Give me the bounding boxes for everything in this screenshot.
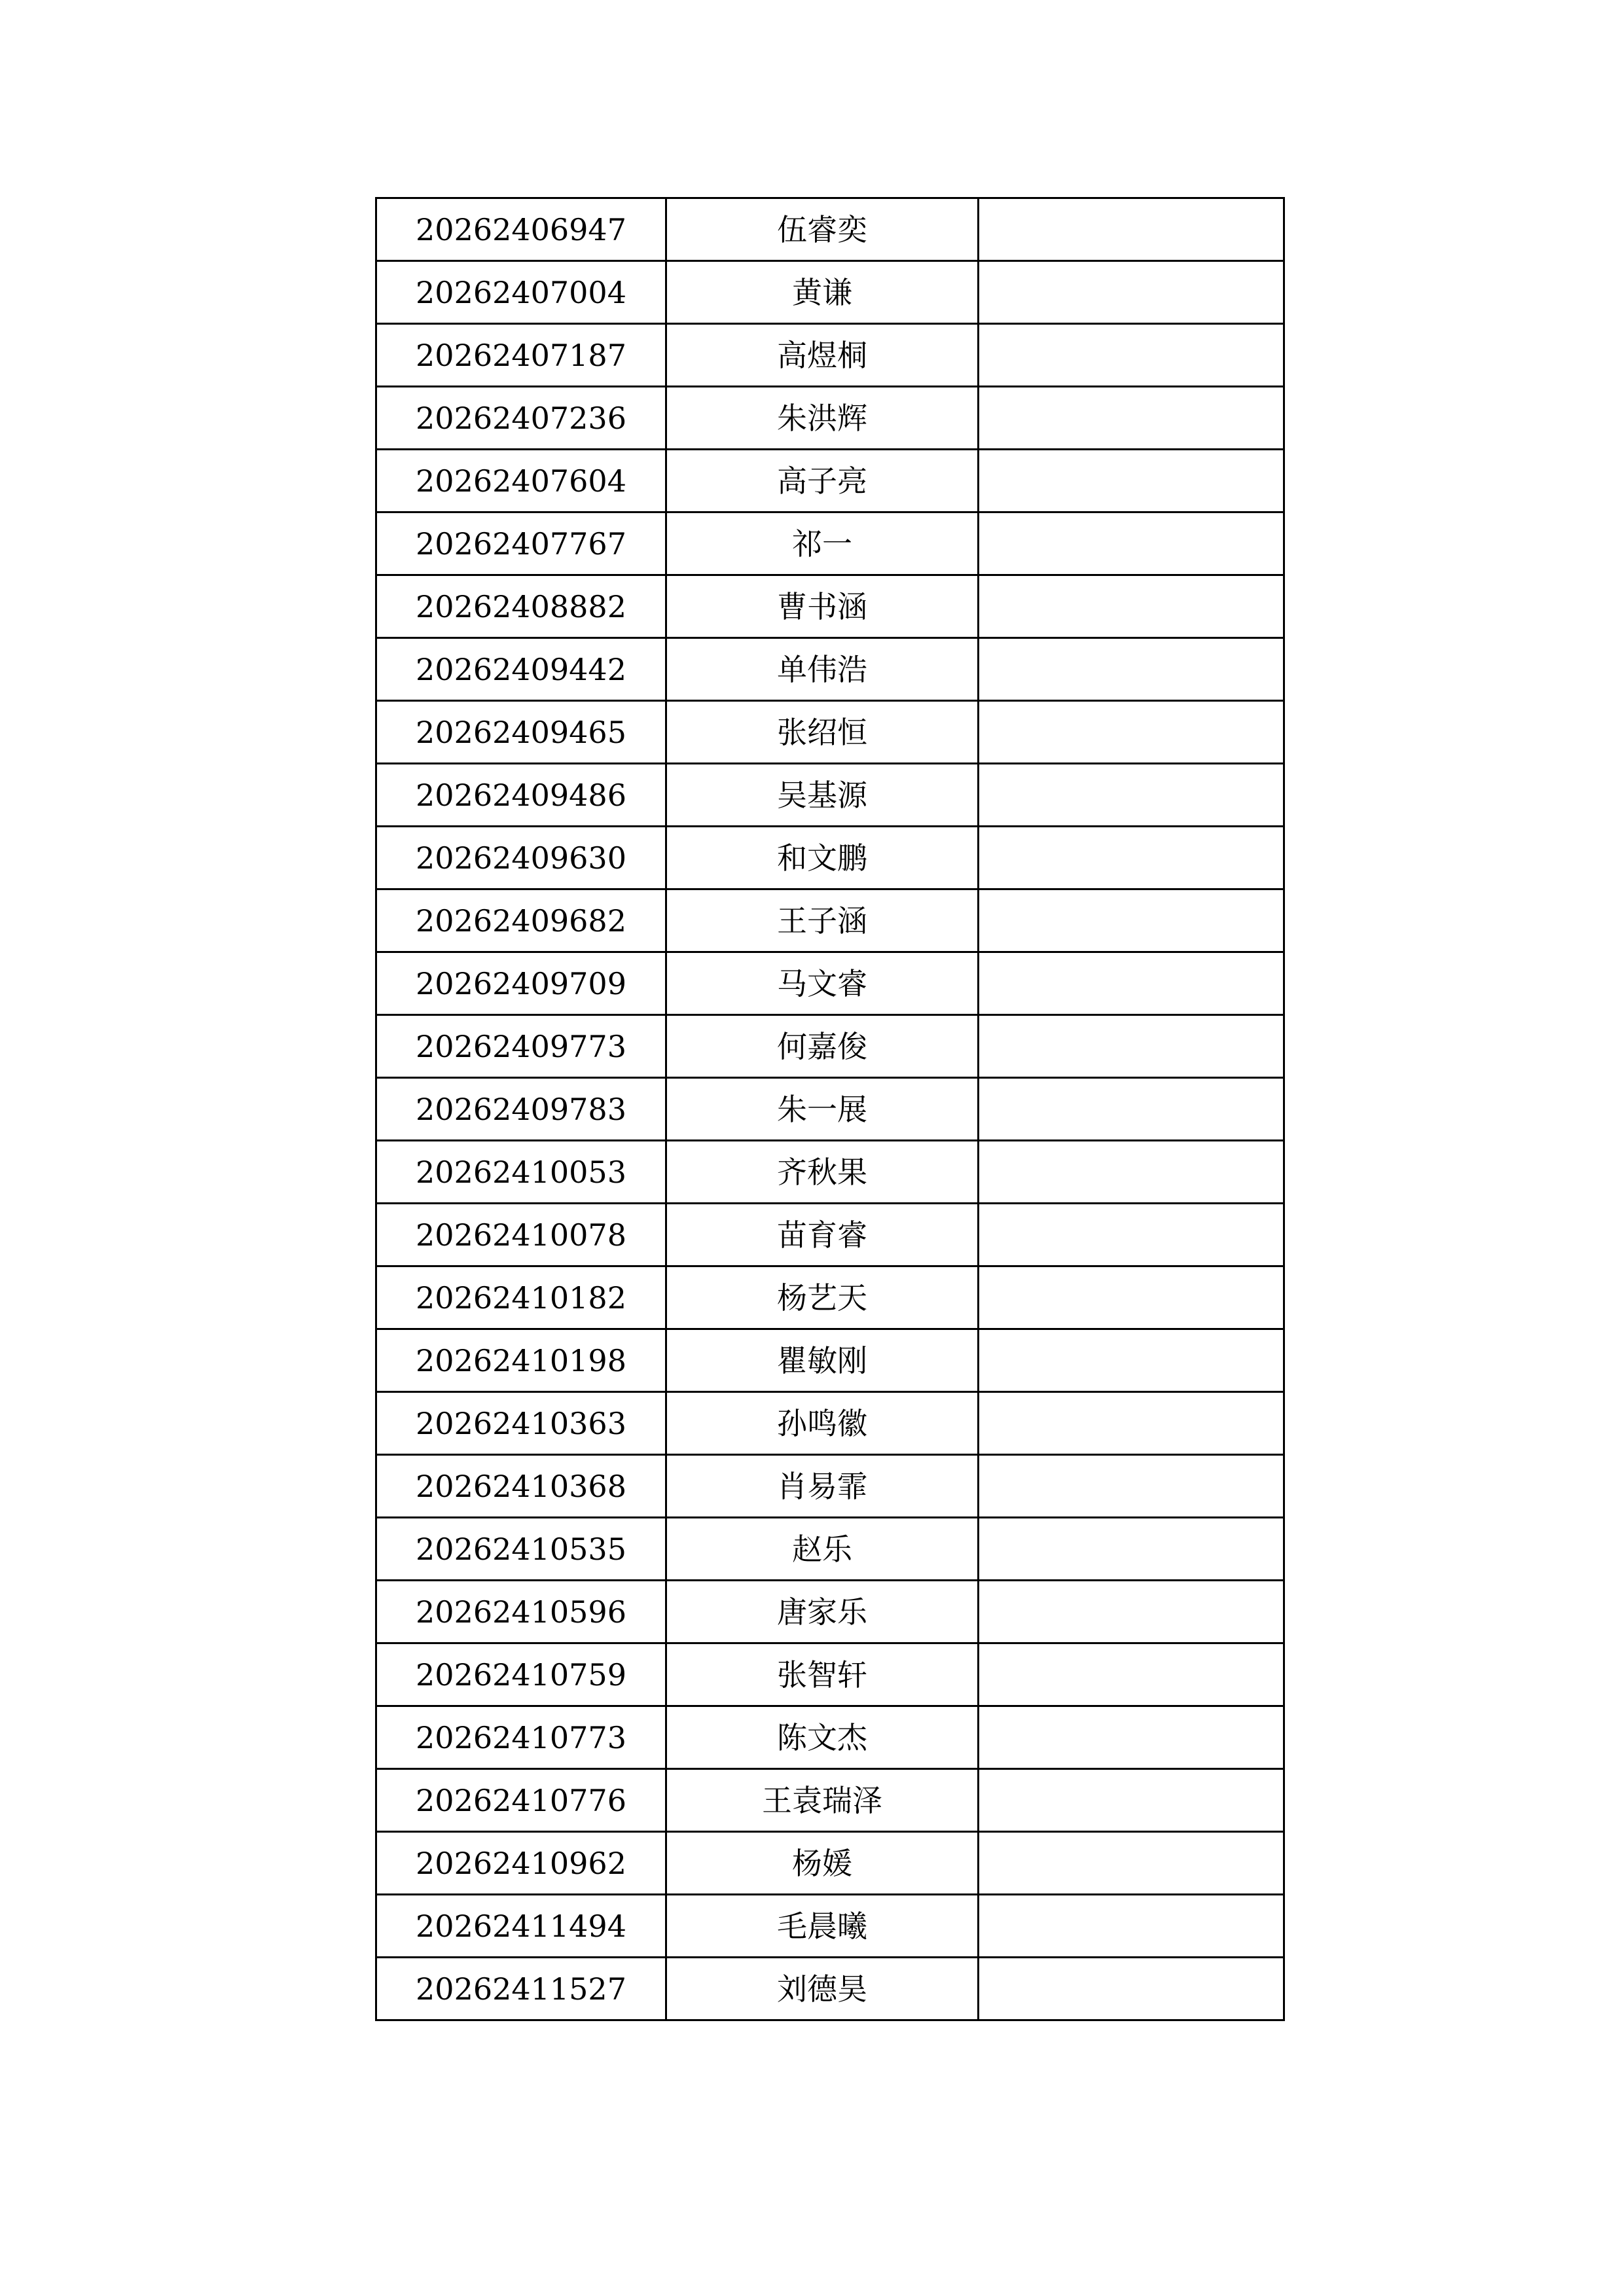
student-name-cell: 朱一展 — [666, 1078, 979, 1141]
table-row — [376, 575, 1284, 638]
student-id-cell: 20262411527 — [376, 1958, 666, 2020]
empty-cell — [979, 198, 1284, 261]
student-id-cell: 20262410198 — [376, 1329, 666, 1392]
student-name-cell: 张绍恒 — [666, 701, 979, 764]
student-id-cell: 20262409486 — [376, 764, 666, 827]
student-name-cell: 伍睿奕 — [666, 198, 979, 261]
student-name-cell: 唐家乐 — [666, 1581, 979, 1643]
student-name-cell: 王子涵 — [666, 889, 979, 952]
student-id-cell: 20262410182 — [376, 1266, 666, 1329]
table-row — [376, 1581, 1284, 1643]
student-name-cell: 吴基源 — [666, 764, 979, 827]
empty-cell — [979, 1895, 1284, 1958]
empty-cell — [979, 1266, 1284, 1329]
table-row — [376, 1392, 1284, 1455]
table-row — [376, 1706, 1284, 1769]
student-id-cell: 20262409783 — [376, 1078, 666, 1141]
student-name-cell: 曹书涵 — [666, 575, 979, 638]
student-id-cell: 20262410773 — [376, 1706, 666, 1769]
empty-cell — [979, 889, 1284, 952]
student-id-cell: 20262410053 — [376, 1141, 666, 1204]
table-row — [376, 1078, 1284, 1141]
empty-cell — [979, 450, 1284, 512]
student-id-cell: 20262409442 — [376, 638, 666, 701]
table-row — [376, 827, 1284, 889]
student-name-cell: 何嘉俊 — [666, 1015, 979, 1078]
student-id-cell: 20262410368 — [376, 1455, 666, 1518]
table-row — [376, 1266, 1284, 1329]
student-name-cell: 瞿敏刚 — [666, 1329, 979, 1392]
empty-cell — [979, 324, 1284, 387]
table-row — [376, 889, 1284, 952]
student-name-cell: 苗育睿 — [666, 1204, 979, 1266]
table-row — [376, 1769, 1284, 1832]
student-name-cell: 王袁瑞泽 — [666, 1769, 979, 1832]
student-id-cell: 20262410759 — [376, 1643, 666, 1706]
student-name-cell: 朱洪辉 — [666, 387, 979, 450]
student-name-cell: 刘德昊 — [666, 1958, 979, 2020]
empty-cell — [979, 1392, 1284, 1455]
student-name-cell: 肖易霏 — [666, 1455, 979, 1518]
table-row — [376, 764, 1284, 827]
empty-cell — [979, 387, 1284, 450]
student-id-cell: 20262409709 — [376, 952, 666, 1015]
table-row — [376, 1329, 1284, 1392]
student-id-cell: 20262410962 — [376, 1832, 666, 1895]
student-name-cell: 毛晨曦 — [666, 1895, 979, 1958]
student-id-cell: 20262409630 — [376, 827, 666, 889]
table-row — [376, 512, 1284, 575]
empty-cell — [979, 1958, 1284, 2020]
table-row — [376, 450, 1284, 512]
student-id-cell: 20262410535 — [376, 1518, 666, 1581]
student-id-cell: 20262408882 — [376, 575, 666, 638]
student-name-cell: 高煜桐 — [666, 324, 979, 387]
empty-cell — [979, 261, 1284, 324]
roster-table — [375, 197, 1285, 2021]
student-name-cell: 黄谦 — [666, 261, 979, 324]
empty-cell — [979, 1518, 1284, 1581]
empty-cell — [979, 701, 1284, 764]
empty-cell — [979, 764, 1284, 827]
table-row — [376, 638, 1284, 701]
student-name-cell: 杨艺天 — [666, 1266, 979, 1329]
empty-cell — [979, 1643, 1284, 1706]
student-name-cell: 马文睿 — [666, 952, 979, 1015]
student-id-cell: 20262409682 — [376, 889, 666, 952]
table-row — [376, 261, 1284, 324]
empty-cell — [979, 1832, 1284, 1895]
table-row — [376, 1958, 1284, 2020]
student-name-cell: 祁一 — [666, 512, 979, 575]
student-name-cell: 张智轩 — [666, 1643, 979, 1706]
student-id-cell: 20262411494 — [376, 1895, 666, 1958]
empty-cell — [979, 1769, 1284, 1832]
empty-cell — [979, 1141, 1284, 1204]
student-name-cell: 和文鹏 — [666, 827, 979, 889]
empty-cell — [979, 1078, 1284, 1141]
student-id-cell: 20262407604 — [376, 450, 666, 512]
table-row — [376, 324, 1284, 387]
student-id-cell: 20262410596 — [376, 1581, 666, 1643]
empty-cell — [979, 1581, 1284, 1643]
student-id-cell: 20262407004 — [376, 261, 666, 324]
empty-cell — [979, 638, 1284, 701]
student-name-cell: 赵乐 — [666, 1518, 979, 1581]
table-row — [376, 1204, 1284, 1266]
empty-cell — [979, 1706, 1284, 1769]
student-name-cell: 齐秋果 — [666, 1141, 979, 1204]
student-id-cell: 20262409465 — [376, 701, 666, 764]
empty-cell — [979, 512, 1284, 575]
empty-cell — [979, 1329, 1284, 1392]
student-id-cell: 20262409773 — [376, 1015, 666, 1078]
student-id-cell: 20262407236 — [376, 387, 666, 450]
empty-cell — [979, 1204, 1284, 1266]
table-row — [376, 1895, 1284, 1958]
empty-cell — [979, 952, 1284, 1015]
table-row — [376, 1643, 1284, 1706]
student-name-cell: 单伟浩 — [666, 638, 979, 701]
empty-cell — [979, 827, 1284, 889]
table-row — [376, 1832, 1284, 1895]
table-row — [376, 1455, 1284, 1518]
student-id-cell: 20262407767 — [376, 512, 666, 575]
student-name-cell: 陈文杰 — [666, 1706, 979, 1769]
table-row — [376, 198, 1284, 261]
table-row — [376, 1141, 1284, 1204]
student-name-cell: 孙鸣徽 — [666, 1392, 979, 1455]
table-row — [376, 1518, 1284, 1581]
table-row — [376, 387, 1284, 450]
student-name-cell: 杨媛 — [666, 1832, 979, 1895]
student-id-cell: 20262410078 — [376, 1204, 666, 1266]
student-id-cell: 20262410363 — [376, 1392, 666, 1455]
table-row — [376, 701, 1284, 764]
empty-cell — [979, 1455, 1284, 1518]
student-id-cell: 20262410776 — [376, 1769, 666, 1832]
table-row — [376, 1015, 1284, 1078]
student-id-cell: 20262407187 — [376, 324, 666, 387]
empty-cell — [979, 575, 1284, 638]
empty-cell — [979, 1015, 1284, 1078]
student-name-cell: 高子亮 — [666, 450, 979, 512]
student-id-cell: 20262406947 — [376, 198, 666, 261]
roster-table-body — [376, 198, 1284, 2020]
table-row — [376, 952, 1284, 1015]
